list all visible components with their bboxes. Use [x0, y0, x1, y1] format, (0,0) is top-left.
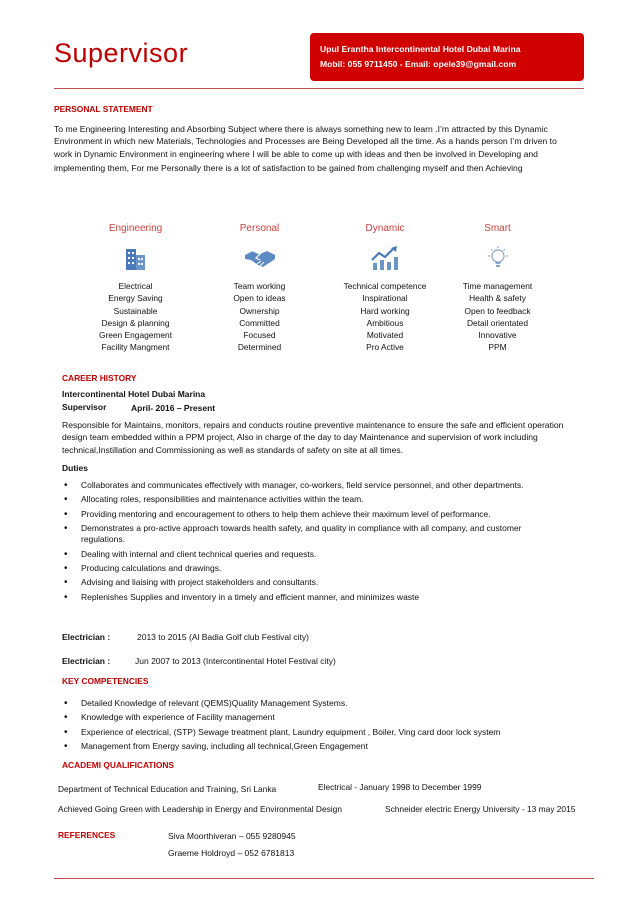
career-history-heading: CAREER HISTORY: [62, 373, 137, 383]
previous-role-label: Electrician :: [62, 656, 111, 666]
lightbulb-icon: [485, 245, 511, 271]
list-item: • Detailed Knowledge of relevant (QEMS)Quality Management Systems.: [62, 698, 562, 710]
list-item: • Advising and liaising with project stakeholders and consultants.: [62, 577, 532, 589]
competencies-list: [62, 698, 562, 752]
list-item: • Experience of electrical, (STP) Sewage treatment plant, Laundry equipment , Boiler, Ving card door lock system: [62, 727, 562, 739]
attribute-item: Facility Mangment: [101, 342, 170, 353]
career-period: April- 2016 – Present: [131, 403, 216, 413]
attribute-column-smart: [440, 223, 555, 353]
employer-line: Upul Erantha Intercontinental Hotel Dubai Marina: [320, 44, 521, 54]
list-item: • Replenishes Supplies and inventory in a timely and efficient manner, and minimizes waste: [62, 592, 532, 604]
document-title: Supervisor: [54, 38, 189, 68]
attribute-item: Green Engagement: [98, 330, 173, 341]
attribute-item: Team working: [233, 281, 286, 292]
attribute-item: PPM: [488, 342, 507, 353]
duties-list-container: [62, 480, 532, 606]
attribute-heading: Smart: [484, 223, 511, 234]
summary-line: Responsible for Maintains, monitors, repairs and conducts routine preventive maintenance to ensure the safe and efficient operation: [62, 420, 564, 430]
attribute-item: Design & planning: [101, 317, 170, 328]
previous-role-detail: 2013 to 2015 (Al Badia Golf club Festival city): [137, 632, 309, 642]
header-divider: [54, 88, 584, 89]
handshake-icon: [243, 245, 277, 271]
attribute-item: Committed: [239, 317, 280, 328]
trend-chart-icon: [370, 245, 400, 271]
attribute-item: Focused: [243, 330, 276, 341]
statement-line: implementing them, For me Personally there is a lot of satisfaction to be gained from challenging myself and then Achieving: [54, 162, 523, 173]
qualification-institution: Department of Technical Education and Training, Sri Lanka: [58, 784, 277, 794]
list-item: • Demonstrates a pro-active approach towards health safety, and quality in compliance with all company, and customer regulations.: [62, 523, 532, 546]
attribute-item: Sustainable: [113, 305, 158, 316]
attribute-item: Open to feedback: [464, 305, 531, 316]
career-role: Supervisor: [62, 402, 107, 412]
list-item: • Dealing with internal and client technical queries and requests.: [62, 549, 532, 561]
qualification-detail: Schneider electric Energy University - 13 may 2015: [385, 804, 576, 814]
attribute-heading: Engineering: [108, 223, 163, 234]
list-item: • Collaborates and communicates effectively with manager, co-workers, field service personnel, and other departments.: [62, 480, 532, 492]
attribute-item: Energy Saving: [108, 293, 163, 304]
attribute-item: Innovative: [478, 330, 517, 341]
statement-line: To me Engineering Interesting and Absorbing Subject where there is always something new to learn .I’m attracted by this Dynamic: [54, 124, 548, 134]
attribute-heading: Personal: [239, 223, 280, 234]
statement-line: work in Dynamic Environment in engineering where I will be able to come up with ideas and then be involved in Developing and: [54, 148, 538, 159]
attribute-item: Motivated: [366, 330, 404, 341]
list-item: • Providing mentoring and encouragement to others to help them achieve their maximum level of performance.: [62, 509, 532, 521]
qualifications-heading: ACADEMI QUALIFICATIONS: [62, 760, 174, 770]
footer-divider: [54, 878, 594, 879]
previous-role-label: Electrician :: [62, 632, 111, 642]
contact-line: Mobil: 055 9711450 - Email: opele39@gmail.com: [320, 59, 517, 69]
summary-line: technical,Instillation and Commissioning as well as standards of safety on site at all times.: [62, 444, 404, 455]
attribute-column-personal: [202, 223, 317, 353]
list-item: • Allocating roles, responsibilities and maintenance activities within the team.: [62, 494, 532, 506]
attribute-item: Ownership: [239, 305, 280, 316]
summary-line: design team embedded within a PPM project, Also in charge of the day to day Maintenance and supervision of work including: [62, 432, 538, 443]
statement-line: Environment in which new Materials, Technologies and Processes are Being Developed all the time. As a hands person I’m driven to: [54, 136, 557, 147]
previous-role-detail: Jun 2007 to 2013 (Intercontinental Hotel Festival city): [135, 656, 336, 666]
attribute-item: Inspirational: [362, 293, 408, 304]
career-summary: [62, 419, 588, 456]
key-competencies-heading: KEY COMPETENCIES: [62, 676, 149, 686]
attribute-item: Ambitious: [366, 317, 404, 328]
attribute-item: Determined: [237, 342, 282, 353]
attribute-item: Pro Active: [366, 342, 404, 353]
attribute-column-engineering: [78, 223, 193, 353]
qualification-detail: Electrical - January 1998 to December 1999: [318, 782, 482, 792]
qualification-institution: Achieved Going Green with Leadership in Energy and Environmental Design: [58, 804, 342, 814]
attribute-item: Open to ideas: [233, 293, 286, 304]
attribute-heading: Dynamic: [365, 223, 405, 234]
references-heading: REFERENCES: [58, 830, 116, 840]
list-item: • Management from Energy saving, including all technical,Green Engagement: [62, 741, 562, 753]
list-item: • Knowledge with experience of Facility management: [62, 712, 562, 724]
attribute-item: Technical competence: [343, 281, 427, 292]
reference-entry: Siva Moorthiveran – 055 9280945: [168, 831, 296, 841]
attribute-item: Time management: [462, 281, 533, 292]
personal-statement-heading: PERSONAL STATEMENT: [54, 104, 153, 114]
personal-statement-text: [54, 123, 594, 174]
contact-box: [310, 33, 584, 81]
career-company: Intercontinental Hotel Dubai Marina: [62, 389, 206, 399]
attribute-item: Health & safety: [469, 293, 526, 304]
attribute-item: Electrical: [118, 281, 153, 292]
attribute-column-dynamic: [325, 223, 445, 353]
list-item: • Producing calculations and drawings.: [62, 563, 532, 575]
building-icon: [123, 245, 149, 271]
reference-entry: Graeme Holdroyd – 052 6781813: [168, 848, 295, 858]
competencies-list-container: [62, 698, 562, 755]
attribute-item: Hard working: [360, 305, 410, 316]
attribute-item: Detail orientated: [467, 317, 528, 328]
duties-heading: Duties: [62, 463, 88, 473]
duties-list: [62, 480, 532, 603]
